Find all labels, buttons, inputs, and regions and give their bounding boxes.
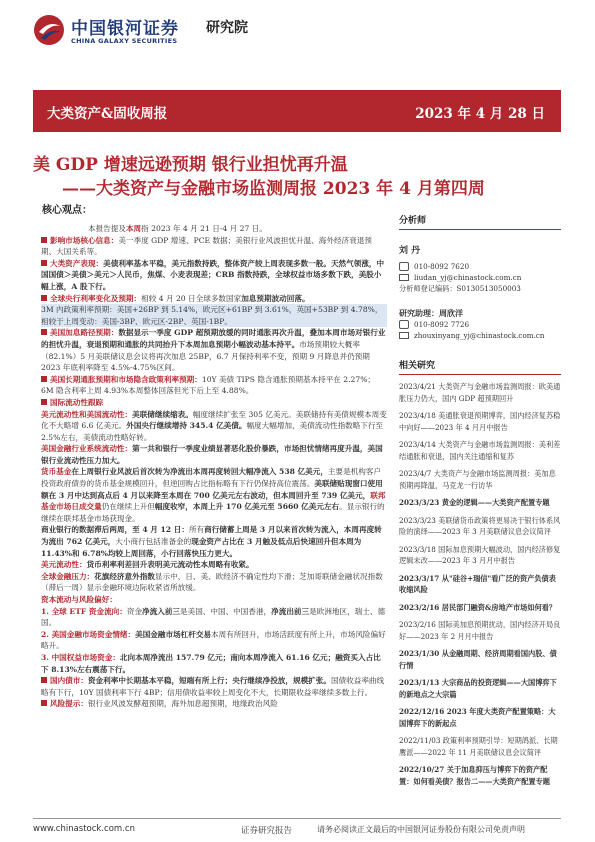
assistant-email-row bbox=[399, 330, 561, 341]
analyst-section-heading: 分析师 bbox=[399, 216, 561, 230]
related-research-item[interactable]: 2023/4/21 大类资产与金融市场监测周报：欧美通胀压力仍大，国内 GDP 超预期回升 bbox=[399, 382, 561, 403]
para-global-stress: 全球金融压力：花旗经济意外指数显示中、日、美、欧经济不确定性均下滑；芝加哥联储金融状况指数（滞后一周）显示金融环境边际收紧省所放缓。 bbox=[41, 571, 383, 593]
report-subtitle: ——大类资产与金融市场监测周报 2023 年 4 月第四周 bbox=[62, 179, 485, 199]
phone-icon bbox=[399, 320, 409, 329]
related-research-item[interactable]: 2023/2/16 国际美加息预期扰动，国内经济开局良好——2023 年 2 月月中报告 bbox=[399, 620, 561, 641]
para-policy-rate-expectation: 3M 内政策利率预期：美国+26BP 到 5.14%，欧元区+61BP 到 3.61%，英国+53BP 到 4.78%，相较于上周变动：美国-3BP、欧元区-2BP、英国-1BP。 bbox=[41, 304, 387, 327]
para-domestic-bonds: 国内债市：资金利率中长期基本平稳，短端有所上行；央行继续净投放，规模扩张。国债收益率曲线略有下行，10Y 国债利率下行 4BP；信用债收益率较上周变化不大，长期限收益率继续多数上行。 bbox=[41, 676, 385, 697]
related-research-item[interactable]: 2023/4/14 大类资产与金融市场监测周报：美利差结通胀和衰退，国内关注通缩和复苏 bbox=[399, 440, 561, 461]
logo-cn-text: 中国银河证券 bbox=[71, 19, 179, 39]
analyst-cert: 分析师登记编码：S0130513050003 bbox=[399, 284, 521, 293]
heading-intl-liquidity: 国际流动性跟踪 bbox=[41, 397, 387, 409]
period-note: 本报告提及本周指 2023 年 4 月 21 日-4 月 27 日。 bbox=[88, 224, 267, 233]
related-research-item[interactable]: 2023/2/16 居民部门融资&房地产市场如何看？ bbox=[399, 602, 557, 612]
report-type: 大类资产&固收周报 bbox=[47, 106, 168, 122]
related-research-item[interactable]: 2023/4/18 美通胀衰退预期博弈，国内经济复苏稳中向好——2023 年 4 月月中报告 bbox=[399, 411, 561, 432]
related-research-item[interactable]: 2023/3/23 美联储货币政策将更易决于银行体系风险的演绎——2023 年 3 月美联储议息会议简评 bbox=[399, 515, 561, 536]
email-icon bbox=[399, 332, 409, 339]
email-icon bbox=[399, 274, 409, 281]
analyst-email[interactable]: liudan_yj@chinastock.com.cn bbox=[414, 273, 522, 282]
report-date: 2023 年 4 月 28 日 bbox=[415, 106, 545, 122]
related-research-list bbox=[399, 381, 561, 787]
institute-label: 研究院 bbox=[206, 20, 248, 36]
para-money-funds: 货币基金在上周银行业风波后首次转为净流出本周再度转回大幅净流入 538 亿美元，主要是机构客户投资政府债券的货币基金规模回升，但逆回购占比指标略有下行仍保持高位震荡。美联储贴现窗口使用额在 3 月中达到高点后 4 月以来降至本周在 700 亿美元左右波动，但本周回升至 739 亿美元，联邦基金市场日成交量仍在继续上升但幅度收窄，本周上升 170 亿美元至 5660 亿美元左右。显示银行的继续在联邦基金市场获现金。 bbox=[41, 467, 386, 523]
para-us-hike-path: 美国加息路径预期：数据显示一季度 GDP 超预期放缓的同时通胀再次升温，叠加本周市场对银行业的担忧升温，衰退预期和通胀的共同抬升下本周加息预期小幅波动基本持平。市场预期较大概率（82.1%）5 月美联储议息会议将再次加息 25BP，6.7 月保持利率不变，预期 9 月降息并仍预期 2023 年底利率降至 4.5%-4.75%区间。 bbox=[41, 328, 386, 373]
assistant-email[interactable]: zhouxinyang_yj@chinastock.com.cn bbox=[414, 331, 545, 340]
analyst-name: 刘 丹 bbox=[399, 246, 421, 256]
report-title: 美 GDP 增速远逊预期 银行业担忧再升温 bbox=[33, 155, 348, 175]
para-inflation-expectation: 美国长期通胀预期和市场隐含政策利率预期：10Y 美债 TIPS 隐含通胀预期基本持平在 2.27%；6M 隐含利率上周 4.93%本周整体回落但光下后上至 4.88%。 bbox=[41, 374, 376, 396]
footer-divider bbox=[33, 818, 561, 819]
related-research-item[interactable]: 2023/4/7 大类资产与金融市场监测周报：美加息预期再降温，马克龙一行访华 bbox=[399, 469, 556, 490]
para-central-bank-rates: 全球央行利率变化及预期：相较 4 月 20 日全球多数国家加息预期波动回落。 bbox=[41, 293, 387, 305]
para-asset-performance: 大类资产表现：美债利率基本平稳，美元指数持跌，整体资产较上周表现多数一般。天然气领涨，中国国债＞美债＞美元＞人民币，焦煤、小麦表现差；CRB 指数持跌，全球权益市场多数下跌，美股小幅上涨，A 股下行。 bbox=[41, 258, 385, 291]
assistant-phone-row: 010-8092 7726 bbox=[399, 319, 561, 330]
para-usd-liquidity-spread: 美元流动性：货币利率利差回升表明美元流动性本周略有收紧。 bbox=[41, 560, 254, 570]
related-research-item[interactable]: 2023/3/17 从"硅谷+瑞信"看广泛的资产负债表收缩风险 bbox=[399, 573, 556, 594]
footer-website[interactable]: www.chinastock.com.cn bbox=[33, 824, 135, 834]
para-risk-warning: 风险提示：银行业风波发酵超预期，海外加息超预期，地缘政治风险 bbox=[41, 698, 387, 710]
company-logo bbox=[33, 12, 203, 52]
para-etf-flows: 1. 全球 ETF 资金流向：资金净流入前三是美国、中国、中国香港，净流出前三是欧洲地区，瑞士、德国。 bbox=[41, 606, 386, 628]
footer-disclaimer: 请务必阅读正文最后的中国银河证券股份有限公司免责声明 bbox=[317, 825, 525, 834]
para-usd-liquidity: 美元流动性和美国流动性：美联储继续缩表。幅度继续扩张至 305 亿美元。美联储持有美债规模本周变化不大略增 6.6 亿美元。外国央行继续增持 345.4 亿美债。幅度大幅增加，美债流动性指数略下行至 2.5%左右，美债流动性略好转。 bbox=[41, 409, 387, 442]
para-china-equity-flows: 3. 中国权益市场资金：北向本周净流出 157.79 亿元；南向本周净流入 61.16 亿元；融资买入占比下 8.13%左右震荡下行。 bbox=[41, 652, 381, 674]
related-research-item[interactable]: 2022/10/27 关于加息抑压与博弈下的资产配置：如何看美债？报告二——大类资产配置专题 bbox=[399, 765, 550, 786]
related-research-heading: 相关研究 bbox=[399, 361, 561, 375]
report-band bbox=[33, 90, 561, 132]
related-research-item[interactable]: 2023/1/13 大宗商品的投资逻辑——大国博弈下的新地点之大宗篇 bbox=[399, 678, 557, 699]
para-us-financial-system: 美国金融行业系统流动性：第一共和银行一季度业绩显著恶化股价暴跌，市场担忧情绪再度升温，美国银行业流动性压力加大。 bbox=[41, 444, 383, 465]
related-research-item[interactable]: 2022/12/16 2023 年度大类资产配置策略：大国博弈下的新起点 bbox=[399, 707, 556, 728]
para-commercial-banks: 商业银行的数据滞后两周，至 4 月 12 日：所有商行储蓄上周是 3 月以来首次转为流入，本周再度转为流出 762 亿美元，大小商行包括准备金的现金资产占比在 3 月触及低点后快速回升但本周为 11.43%和 6.78%均较上周回落，小行回落快压力更大。 bbox=[41, 525, 382, 558]
related-research-item[interactable]: 2023/3/23 黄金的逻辑——大类资产配置专题 bbox=[399, 498, 550, 507]
phone-icon bbox=[399, 262, 409, 271]
galaxy-logo-icon bbox=[33, 14, 65, 46]
logo-en-text: CHINA GALAXY SECURITIES bbox=[71, 37, 178, 45]
related-research-item[interactable]: 2023/3/18 国际加息预期大幅波动，国内经济修复逻辑未改——2023 年 3 月月中报告 bbox=[399, 544, 561, 565]
footer-label: 证券研究报告 bbox=[241, 826, 293, 836]
para-us-sentiment: 2. 美国金融市场资金情绪：美国金融市场杠杆交易本周有所回升，市场活跃度有所上升，市场风险偏好略升。 bbox=[41, 629, 386, 651]
sidebar bbox=[399, 216, 561, 793]
para-core-info: 影响市场核心信息：美一季度 GDP 增速、PCE 数据；美银行业风波担忧升温、海外经济衰退预期、大国关系等。 bbox=[41, 235, 372, 257]
related-research-item[interactable]: 2023/1/30 从金融周期、经济周期看国内股、债行情 bbox=[399, 649, 557, 670]
core-views-label: 核心观点： bbox=[42, 205, 92, 216]
analyst-phone-row: 010-8092 7620 bbox=[399, 261, 561, 272]
research-assistant: 研究助理：周欣洋 bbox=[399, 308, 463, 318]
related-research-item[interactable]: 2022/11/03 政策利率预期引导：短期鸽派、长期鹰派——2022 年 11 月美联储议息会议简评 bbox=[399, 736, 558, 757]
analyst-email-row bbox=[399, 272, 561, 283]
heading-capital-flows: 资本流动与风险偏好： bbox=[41, 595, 117, 604]
main-column bbox=[41, 223, 387, 710]
